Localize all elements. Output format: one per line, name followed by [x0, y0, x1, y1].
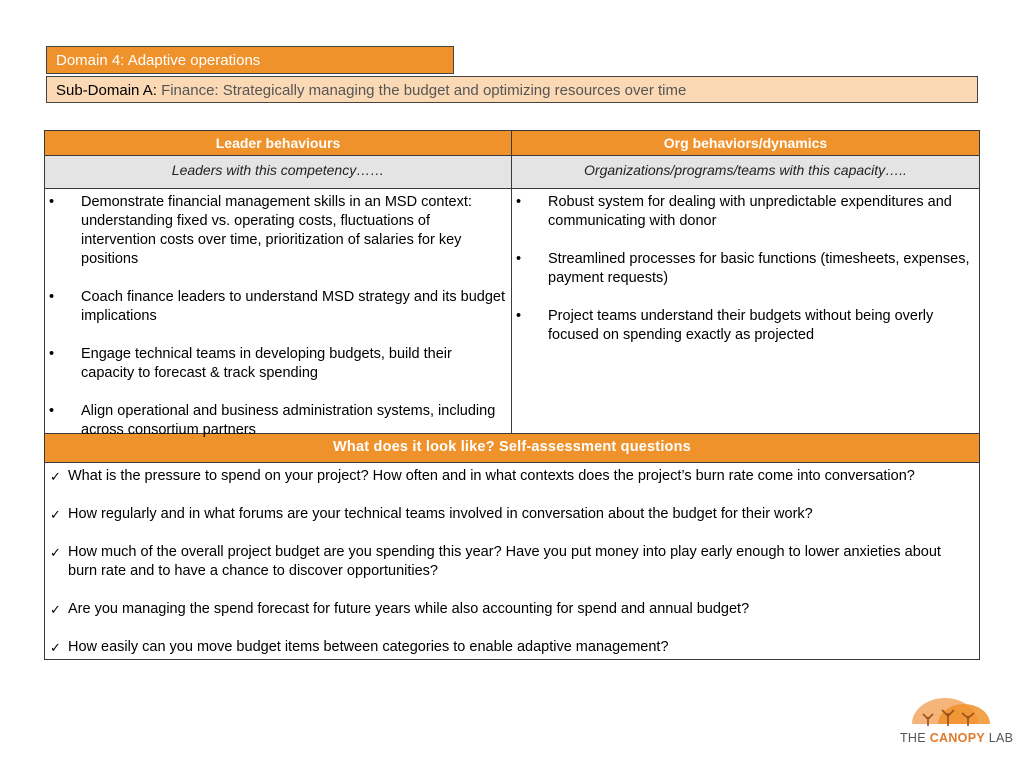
org-subheader: Organizations/programs/teams with this capacity…..: [512, 156, 980, 189]
list-item: [45, 288, 511, 326]
question-text: How easily can you move budget items between categories to enable adaptive management?: [68, 639, 669, 655]
competency-table: [44, 130, 980, 660]
question-item: [45, 600, 973, 619]
list-item: [45, 345, 511, 383]
question-item: [45, 638, 973, 657]
question-item: [45, 543, 973, 581]
org-behaviors-cell: [512, 189, 980, 434]
domain-title: Domain 4: Adaptive operations: [46, 46, 454, 74]
bullet-icon: •: [49, 346, 55, 362]
question-text: How regularly and in what forums are your technical teams involved in conversation about the budget for their work?: [68, 506, 813, 522]
list-item: [512, 193, 979, 231]
question-item: [45, 467, 973, 486]
list-item-text: Demonstrate financial management skills in an MSD context: understanding fixed vs. operating costs, fluctuations of intervention costs over time, prioritization of salaries for key positions: [81, 194, 472, 267]
checkmark-icon: ✓: [50, 507, 61, 522]
question-item: [45, 505, 973, 524]
list-item: [512, 307, 979, 345]
bullet-icon: •: [49, 403, 55, 419]
leader-behaviours-cell: [45, 189, 512, 438]
question-text: Are you managing the spend forecast for future years while also accounting for spend and annual budget?: [68, 601, 750, 617]
subdomain-label: Sub-Domain A:: [56, 82, 157, 99]
bullet-icon: •: [49, 289, 55, 305]
list-item: [45, 402, 511, 440]
question-text: How much of the overall project budget are you spending this year? Have you put money into play early enough to lower anxieties about burn rate and to have a chance to discover opportunities?: [68, 544, 941, 579]
leader-behaviours-header: Leader behaviours: [45, 131, 512, 156]
bullet-icon: •: [516, 194, 522, 210]
list-item: [512, 250, 979, 288]
self-assessment-header: What does it look like? Self-assessment questions: [45, 434, 980, 463]
bullet-icon: •: [516, 251, 522, 267]
list-item: [45, 193, 511, 269]
org-behaviors-header: Org behaviors/dynamics: [512, 131, 980, 156]
question-text: What is the pressure to spend on your project? How often and in what contexts does the project’s burn rate come into conversation?: [68, 468, 915, 484]
leader-subheader: Leaders with this competency……: [45, 156, 512, 189]
list-item-text: Align operational and business administration systems, including across consortium partners: [81, 403, 496, 438]
checkmark-icon: ✓: [50, 640, 61, 655]
checkmark-icon: ✓: [50, 602, 61, 617]
list-item-text: Coach finance leaders to understand MSD strategy and its budget implications: [81, 289, 505, 324]
list-item-text: Robust system for dealing with unpredictable expenditures and communicating with donor: [548, 194, 952, 229]
subdomain-text: Finance: Strategically managing the budget and optimizing resources over time: [161, 82, 687, 99]
list-item-text: Streamlined processes for basic functions (timesheets, expenses, payment requests): [548, 251, 970, 286]
bullet-icon: •: [516, 308, 522, 324]
self-assessment-cell: [45, 463, 980, 660]
subdomain-banner: [46, 76, 978, 103]
checkmark-icon: ✓: [50, 545, 61, 560]
list-item-text: Engage technical teams in developing budgets, build their capacity to forecast & track spending: [81, 346, 452, 381]
list-item-text: Project teams understand their budgets without being overly focused on spending exactly as projected: [548, 308, 934, 343]
checkmark-icon: ✓: [50, 469, 61, 484]
bullet-icon: •: [49, 194, 55, 210]
canopy-lab-logo-text: THE CANOPY LAB: [900, 731, 1014, 745]
